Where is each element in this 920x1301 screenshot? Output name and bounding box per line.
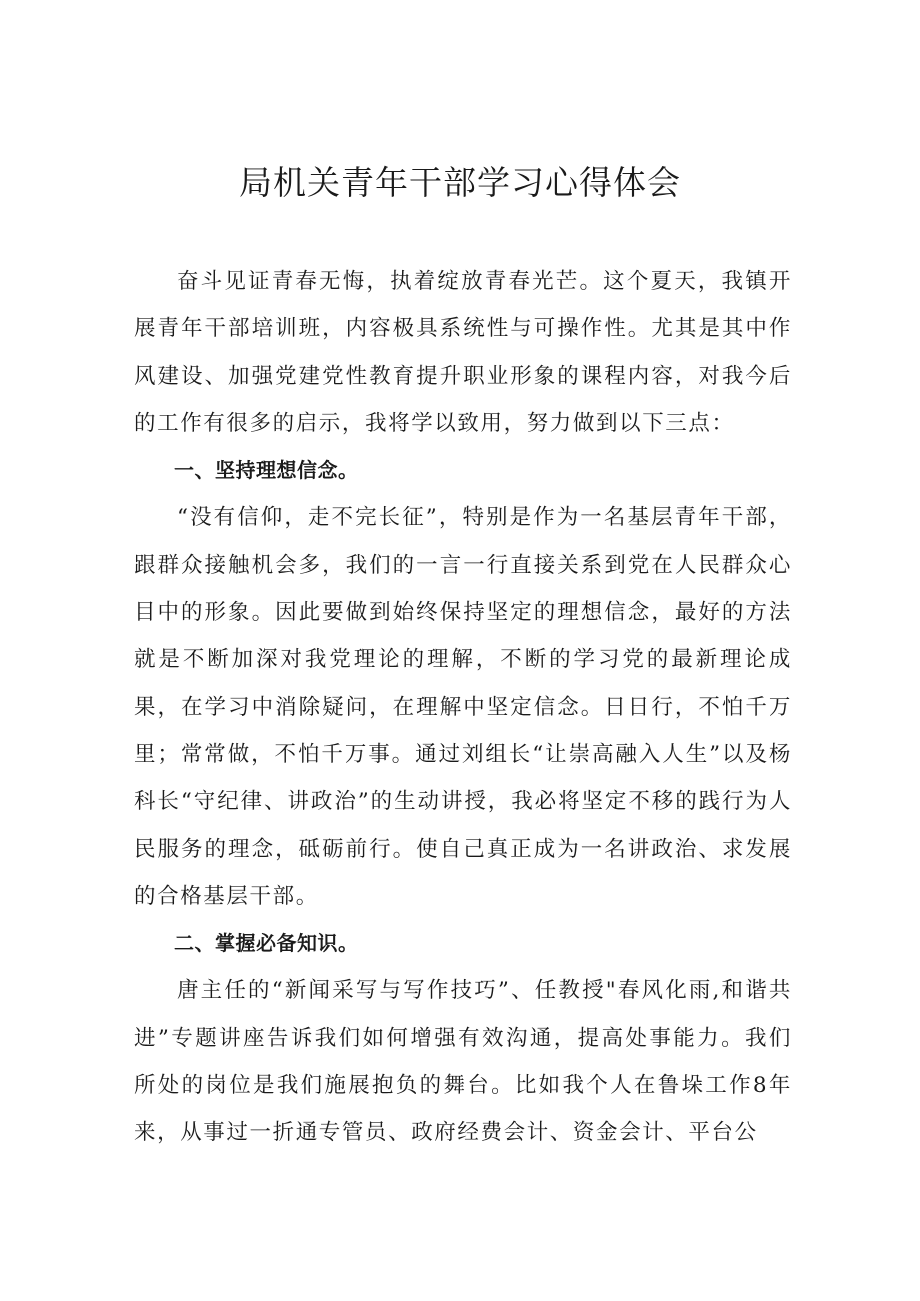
intro-paragraph: 奋斗见证青春无悔，执着绽放青春光芒。这个夏天，我镇开展青年干部培训班，内容极具系统性与可操作性。尤其是其中作风建设、加强党建党性教育提升职业形象的课程内容，对我今后的工作有很多的启示，我将学以致用，努力做到以下三点： xyxy=(134,269,792,436)
document-body xyxy=(134,258,792,1157)
section-heading-1: 一、坚持理想信念。 xyxy=(174,458,359,483)
document-title: 局机关青年干部学习心得体会 xyxy=(239,163,681,202)
section-1-paragraph: “没有信仰，走不完长征”，特别是作为一名基层青年干部，跟群众接触机会多，我们的一言一行直接关系到党在人民群众心目中的形象。因此要做到始终保持坚定的理想信念，最好的方法就是不断加深对我党理论的理解，不断的学习党的最新理论成果，在学习中消除疑问，在理解中坚定信念。日日行，不怕千万里；常常做，不怕千万事。通过刘组长“让崇高融入人生”以及杨科长“守纪律、讲政治”的生动讲授，我必将坚定不移的践行为人民服务的理念，砥砺前行。使自己真正成为一名讲政治、求发展的合格基层干部。 xyxy=(134,505,792,909)
section-heading-2: 二、掌握必备知识。 xyxy=(174,931,359,956)
section-2-paragraph: 唐主任的“新闻采写与写作技巧”、任教授"春风化雨,和谐共进”专题讲座告诉我们如何增强有效沟通，提高处事能力。我们所处的岗位是我们施展抱负的舞台。比如我个人在鲁垛工作8年来，从事过一折通专管员、政府经费会计、资金会计、平台公 xyxy=(134,978,792,1146)
